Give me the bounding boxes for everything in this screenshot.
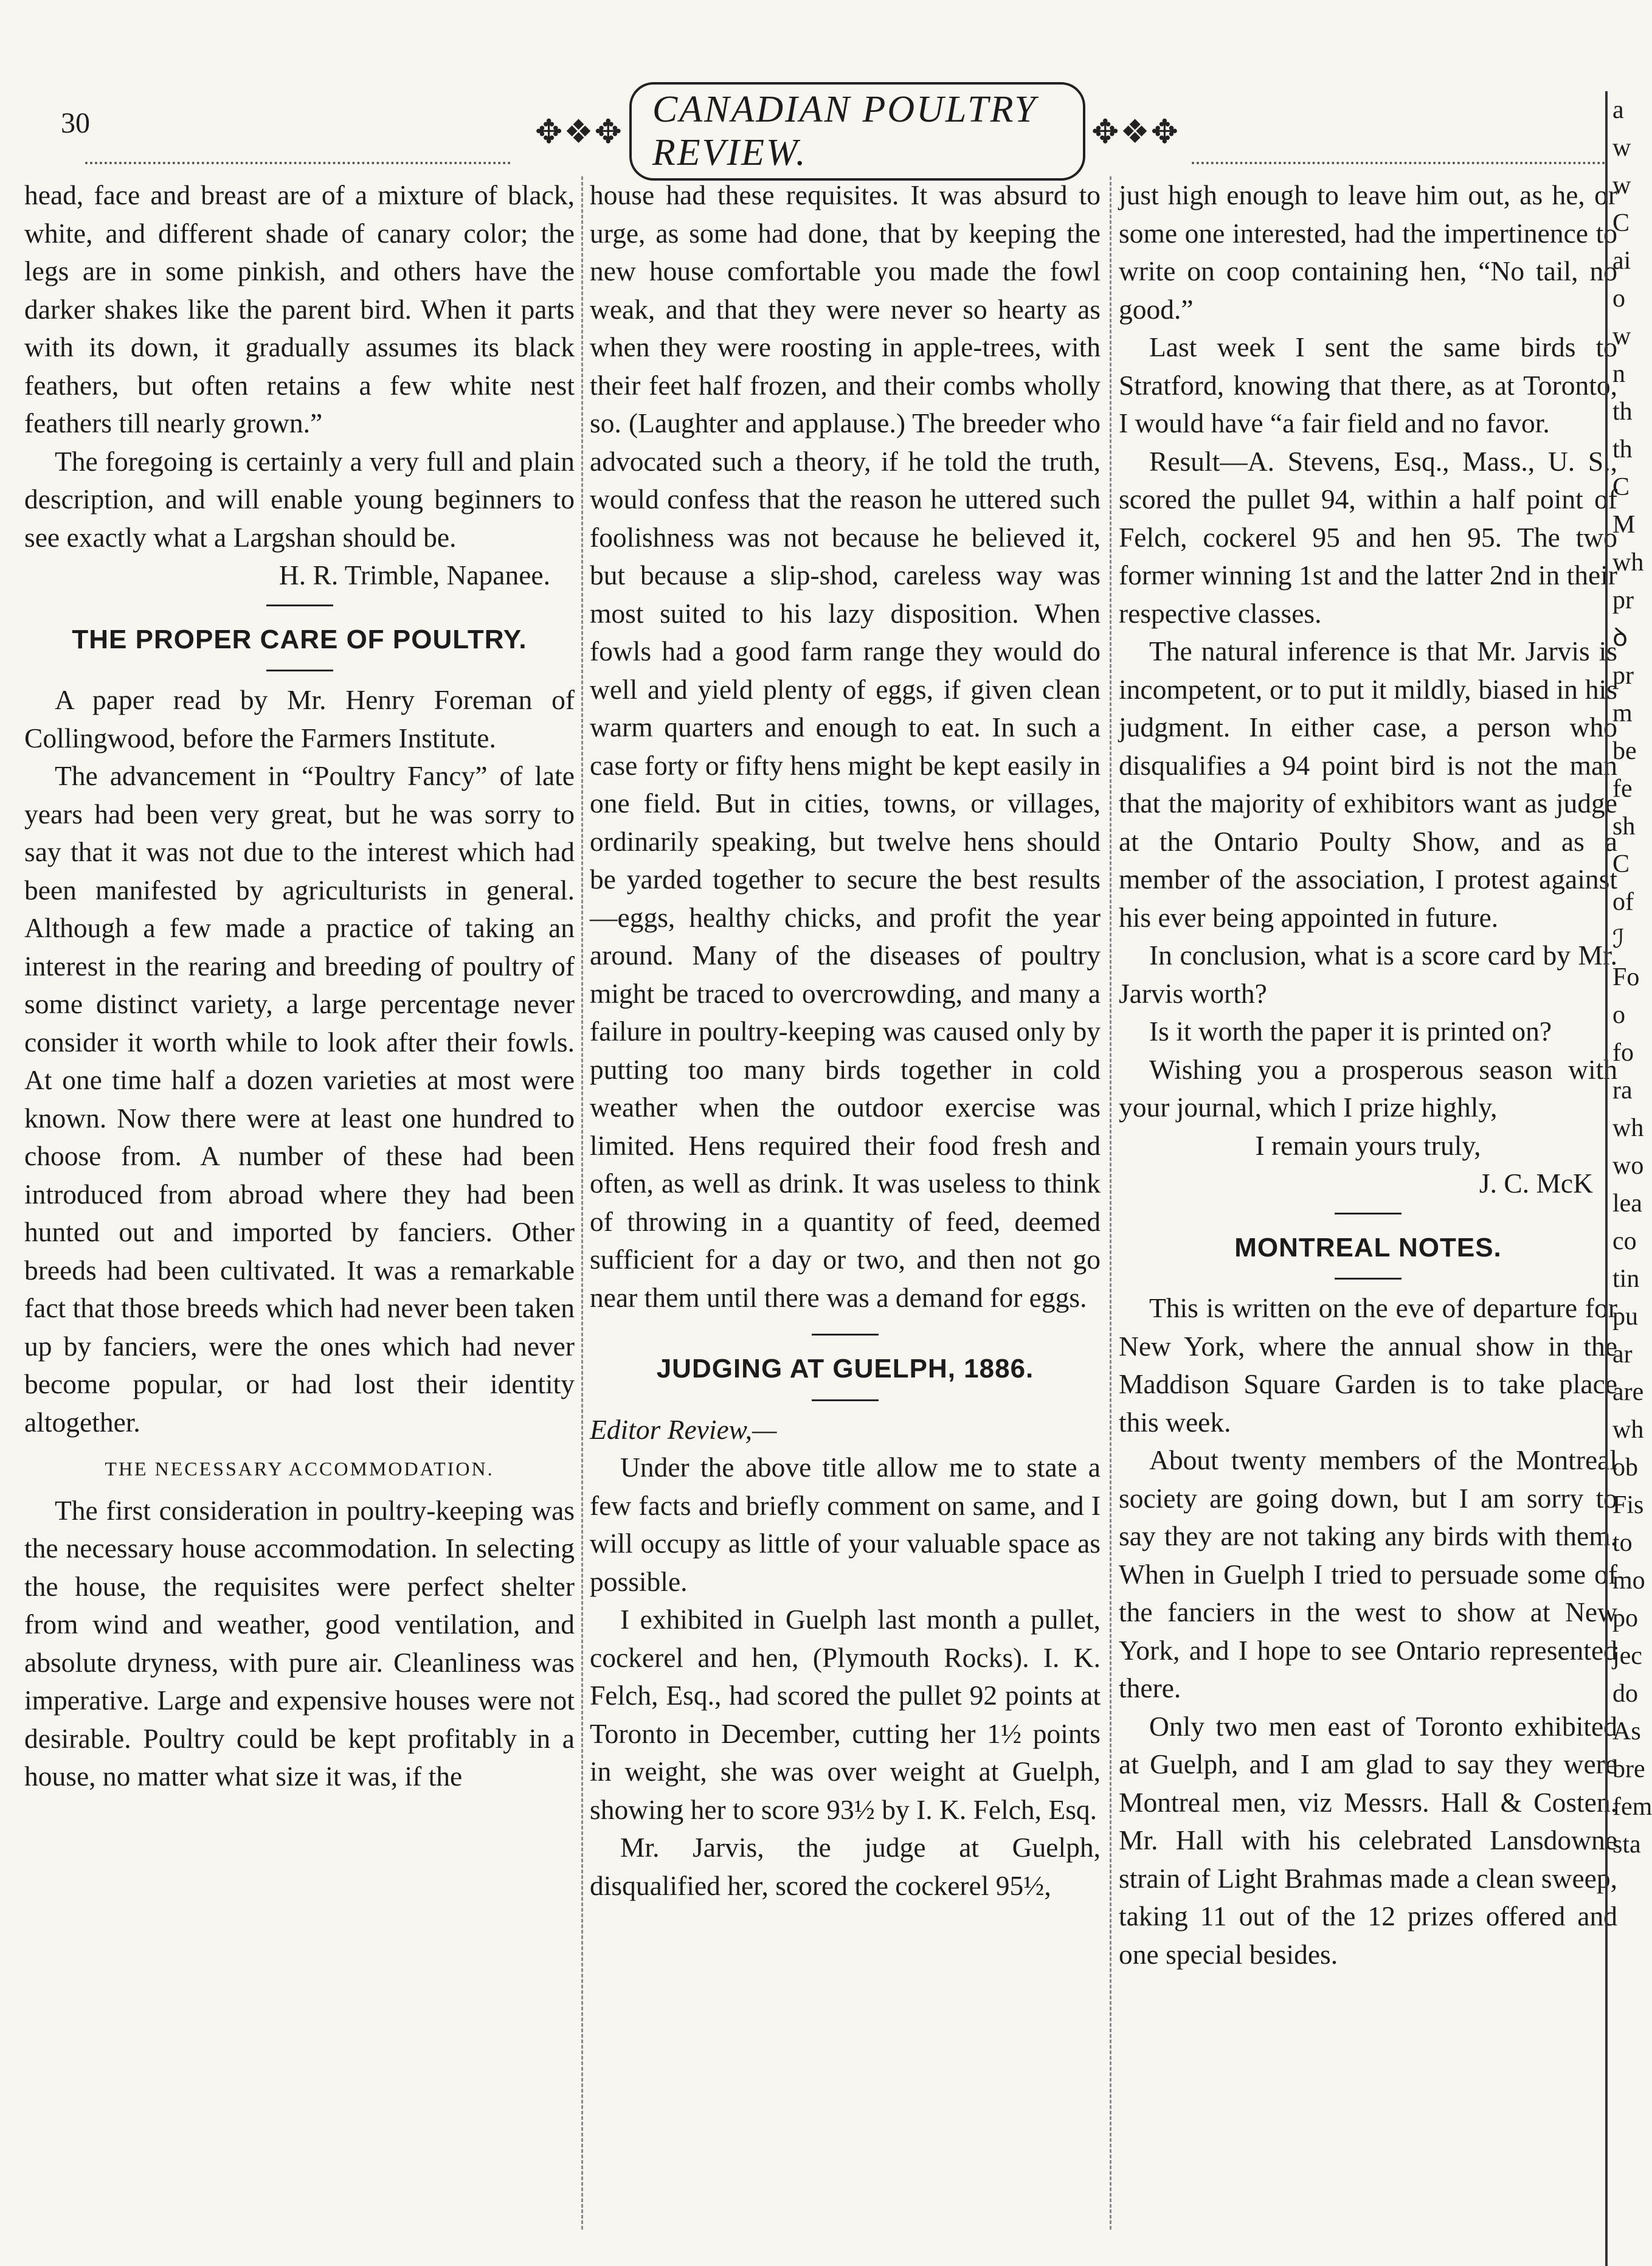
- edge-fragment: wh: [1612, 1114, 1644, 1142]
- paragraph: Mr. Jarvis, the judge at Guelph, disqualified her, scored the cockerel 95½,: [590, 1832, 1101, 1901]
- divider: [812, 1334, 879, 1336]
- edge-fragment: wh: [1612, 549, 1644, 577]
- edge-fragment: C: [1612, 209, 1630, 237]
- paragraph: Result—A. Stevens, Esq., Mass., U. S., scored the pullet 94, within a half point of Felch, cockerel 95 and hen 95. The two former winning 1st and the latter 2nd in their respective classes.: [1119, 445, 1617, 629]
- divider: [266, 605, 333, 606]
- divider: [266, 670, 333, 671]
- column-divider-1: [581, 176, 583, 2230]
- paragraph: just high enough to leave him out, as he, or some one interested, had the impertinence to write on coop containing hen, “No tail, no good.”: [1119, 179, 1617, 325]
- edge-fragment: o: [1612, 1001, 1625, 1029]
- divider: [1335, 1213, 1401, 1214]
- edge-fragment: th: [1612, 435, 1633, 463]
- edge-fragment: tin: [1612, 1265, 1640, 1293]
- edge-fragment: do: [1612, 1680, 1638, 1708]
- paragraph: Under the above title allow me to state a few facts and briefly comment on same, and I will occupy as little of your valuable space as possible.: [590, 1452, 1101, 1597]
- edge-fragment: ob: [1612, 1453, 1638, 1481]
- right-ornament-icon: ✥❖✥: [1091, 113, 1180, 150]
- paragraph: Wishing you a prosperous season with your journal, which I prize highly,: [1119, 1053, 1617, 1123]
- edge-fragment: n: [1612, 360, 1625, 388]
- edge-fragment: fem: [1612, 1793, 1652, 1821]
- edge-fragment: po: [1612, 1604, 1638, 1632]
- edge-fragment: As: [1612, 1717, 1641, 1745]
- divider: [1335, 1278, 1401, 1280]
- edge-fragment: pr: [1612, 662, 1634, 690]
- closing: I remain yours truly,: [1255, 1129, 1481, 1161]
- column-2: [590, 176, 1101, 2187]
- edge-fragment: bre: [1612, 1755, 1645, 1783]
- paragraph: The first consideration in poultry-keeping was the necessary house accommodation. In selecting the house, the requisites were perfect shelter from wind and weather, good ventilation, and absolute dryness, with pure air. Cleanliness was imperative. Large and expensive houses were not desirable. Poultry could be kept profitably in a house, no matter what size it was, if the: [24, 1494, 575, 1792]
- edge-fragment: wo: [1612, 1152, 1644, 1180]
- article-heading: THE PROPER CARE OF POULTRY.: [72, 624, 527, 654]
- edge-fragment: ar: [1612, 1340, 1633, 1368]
- adjacent-page-edge: [1605, 91, 1652, 2266]
- edge-fragment: mo: [1612, 1567, 1645, 1595]
- paragraph: The advancement in “Poultry Fancy” of late years had been very great, but he was sorry to say that it was not due to the interest which had been manifested by agriculturists in general. Although a few made a practice of taking an interest in the rearing and breeding of poultry of some distinct variety, a large percentage never consider it worth while to look after their fowls. At one time half a dozen varieties at most were known. Now there were at least one hundred to choose from. A number of these had been introduced from abroad where they had been hunted out and imported by fanciers. Other breeds had been cultivated. It was a remarkable fact that those breeds which had never been taken up by fanciers, were the ones which had never become popular, or had lost their identity altogether.: [24, 760, 575, 1438]
- edge-fragment: pr: [1612, 586, 1634, 614]
- paragraph: Only two men east of Toronto exhibited at Guelph, and I am glad to say they were Montreal men, viz Messrs. Hall & Costen. Mr. Hall with his celebrated Lansdowne strain of Light Brahmas made a clean sweep, taking 11 out of the 12 prizes offered and one special besides.: [1119, 1710, 1617, 1970]
- edge-fragment: ꝺ: [1612, 624, 1628, 652]
- paragraph: house had these requisites. It was absurd to urge, as some had done, that by keeping the new house comfortable you made the fowl weak, and that they were never so hearty as when they were roosting in apple-trees, with their feet half frozen, and their combs wholly so. (Laughter and applause.) The breeder who advocated such a theory, if he told the truth, would confess that the reason he uttered such foolishness was not because he believed it, but because a slip-shod, careless way was most suited to his lazy disposition. When fowls had a good farm range they would do well and yield plenty of eggs, if given clean warm quarters and enough to eat. In such a case forty or fifty hens might be kept easily in one field. But in cities, towns, or villages, ordinarily speaking, but twelve hens should be yarded together to secure the best results—eggs, healthy chicks, and profit the year around. Many of the diseases of poultry might be traced to overcrowding, and many a failure in poultry-keeping was caused only by putting too many birds together in cold weather when the outdoor exercise was limited. Hens required their food fresh and often, as well as drink. It was useless to think of throwing in a quantity of feed, deemed sufficient for a day or two, and then not go near them until there was a demand for eggs.: [590, 179, 1101, 1313]
- paragraph: This is written on the eve of departure for New York, where the annual show in the Maddison Square Garden is to take place this week.: [1119, 1292, 1617, 1438]
- column-3: [1119, 176, 1617, 2187]
- column-1: [24, 176, 575, 2187]
- edge-fragment: Fo: [1612, 963, 1640, 991]
- divider: [812, 1399, 879, 1401]
- edge-fragment: fo: [1612, 1039, 1634, 1067]
- column-divider-2: [1110, 176, 1111, 2230]
- left-ornament-icon: ✥❖✥: [535, 113, 623, 150]
- edge-fragment: M: [1612, 511, 1636, 539]
- edge-fragment: pu: [1612, 1303, 1638, 1331]
- article-heading: JUDGING AT GUELPH, 1886.: [656, 1354, 1034, 1384]
- article-heading: MONTREAL NOTES.: [1234, 1232, 1502, 1263]
- paragraph: I exhibited in Guelph last month a pullet, cockerel and hen, (Plymouth Rocks). I. K. Felch, Esq., had scored the pullet 92 points at Toronto in December, cutting her 1½ points in weight, she was over weight at Guelph, showing her to score 93½ by I. K. Felch, Esq.: [590, 1604, 1101, 1825]
- edge-fragment: w: [1612, 322, 1631, 350]
- edge-fragment: ra: [1612, 1076, 1633, 1104]
- top-rule-right: [1192, 162, 1605, 164]
- edge-fragment: w: [1612, 172, 1631, 199]
- edge-fragment: co: [1612, 1227, 1637, 1255]
- edge-fragment: jec: [1612, 1642, 1642, 1670]
- edge-fragment: m: [1612, 699, 1633, 727]
- top-rule-left: [85, 162, 511, 164]
- salutation: Editor Review,—: [590, 1413, 777, 1445]
- edge-fragment: o: [1612, 285, 1625, 313]
- paragraph: Is it worth the paper it is printed on?: [1149, 1016, 1552, 1047]
- edge-fragment: sta: [1612, 1831, 1641, 1859]
- paragraph: In conclusion, what is a score card by Mr. Jarvis worth?: [1119, 940, 1617, 1009]
- signature: J. C. McK: [1479, 1168, 1593, 1199]
- paragraph: A paper read by Mr. Henry Foreman of Collingwood, before the Farmers Institute.: [24, 684, 575, 754]
- edge-fragment: a: [1612, 96, 1624, 124]
- edge-fragment: ℐ: [1612, 926, 1625, 954]
- masthead-title: CANADIAN POULTRY REVIEW.: [629, 82, 1085, 181]
- edge-fragment: be: [1612, 737, 1637, 765]
- edge-fragment: sh: [1612, 813, 1636, 840]
- edge-fragment: th: [1612, 398, 1633, 426]
- paragraph: About twenty members of the Montreal society are going down, but I am sorry to say they are not taking any birds with them. When in Guelph I tried to persuade some of the fanciers in the west to show at New York, and I hope to see Ontario represented there.: [1119, 1444, 1617, 1703]
- signature: H. R. Trimble, Napanee.: [278, 560, 550, 591]
- paragraph: Last week I sent the same birds to Stratford, knowing that there, as at Toronto, I would have “a fair field and no favor.: [1119, 331, 1617, 438]
- paragraph: The foregoing is certainly a very full and plain description, and will enable young beginners to see exactly what a Largshan should be.: [24, 445, 575, 553]
- edge-fragment: wh: [1612, 1416, 1644, 1444]
- edge-fragment: C: [1612, 473, 1630, 501]
- masthead: [535, 89, 1180, 173]
- edge-fragment: fe: [1612, 775, 1633, 803]
- edge-fragment: Fis: [1612, 1491, 1644, 1519]
- edge-fragment: to: [1612, 1529, 1633, 1557]
- edge-fragment: w: [1612, 134, 1631, 162]
- edge-fragment: are: [1612, 1378, 1644, 1406]
- edge-fragment: C: [1612, 850, 1630, 878]
- edge-fragment: ai: [1612, 247, 1631, 275]
- paragraph: The natural inference is that Mr. Jarvis is incompetent, or to put it mildly, biased in his judgment. In either case, a person who disqualifies a 94 point bird is not the man that the majority of exhibitors want as judge at the Ontario Poulty Show, and as a member of the association, I protest against his ever being appointed in future.: [1119, 636, 1617, 933]
- page-number: 30: [61, 107, 90, 139]
- subheading: THE NECESSARY ACCOMMODATION.: [105, 1458, 494, 1480]
- edge-fragment: of: [1612, 888, 1634, 916]
- edge-fragment: lea: [1612, 1190, 1642, 1218]
- paragraph: head, face and breast are of a mixture of black, white, and different shade of canary color; the legs are in some pinkish, and others have the darker shakes like the parent bird. When it parts with its down, it gradually assumes its black feathers, but often retains a few white nest feathers till nearly grown.”: [24, 179, 575, 438]
